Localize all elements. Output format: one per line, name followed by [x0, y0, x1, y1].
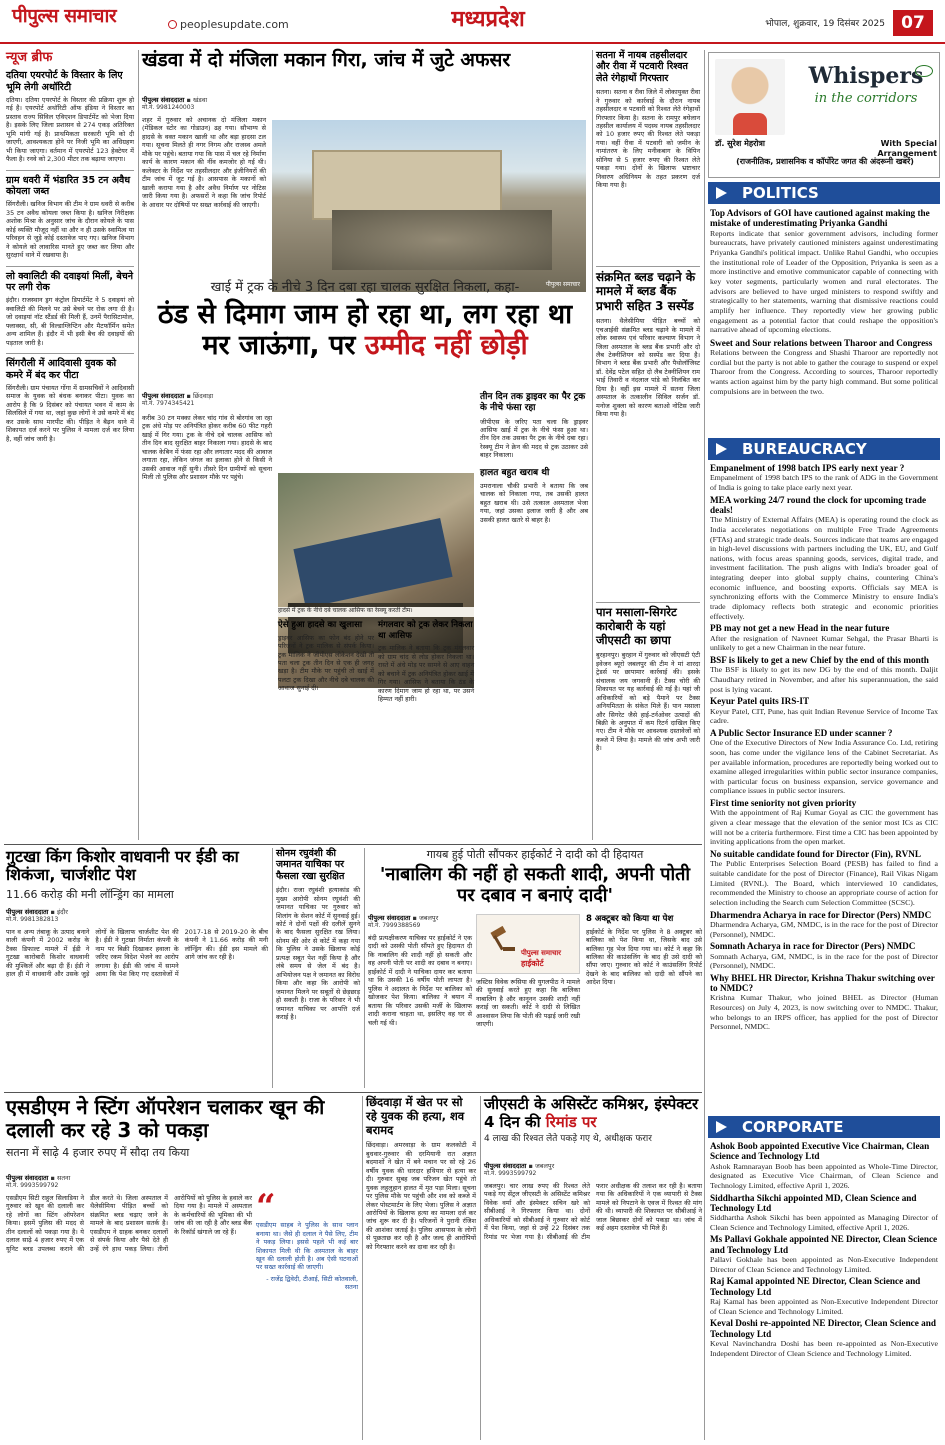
sonam-body: इंदौर। राजा रघुवंशी हत्याकांड की मुख्य आरोपी सोनम रघुवंशी की जमानत याचिका पर गुरुवार को शिलांग के सेशन कोर्ट में सुनवाई हुई। कोर्ट ने दोनों पक्षों की दलीलें सुनने के बाद फैसला सुरक्षित रख लिया। सोनम की ओर से कोर्ट में कहा गया कि पुलिस ने उसके खिलाफ कोई प्रत्यक्ष सबूत पेश नहीं किया है और लंबे समय से जेल में बंद है। अभियोजन पक्ष ने जमानत का विरोध किया और कहा कि आरोपी को जमानत मिलने पर सबूतों से छेड़छाड़ हो सकती है। राजा के परिवार ने भी जमानत याचिका पर आपत्ति दर्ज कराई है।	[276, 886, 360, 1021]
kishore-body: पान व अन्य तंबाकू के उत्पाद बनाने वाली कंपनी में 2002 करोड़ के टैक्स डिफाल्ट मामले में ईडी ने गुटखा कारोबारी किशोर वाधवानी की मुश्किलें और बढ़ा दी हैं। ईडी ने हाल ही में वाधवानी और उसके जुड़े लोगों के खिलाफ चार्जशीट पेश की है। ईडी ने गुटखा निर्माता कंपनी के नाम पर बिक्री दिखाकर हवाला के जरिए रकम विदेश भेजने का आरोप लगाया है। ईडी की जांच में सामने आया कि पेश किए गए दस्तावेजों में 2017-18 से 2019-20 के बीच कंपनी ने 11.66 करोड़ की मनी लॉन्ड्रिंग की। ईडी इस मामले की आगे जांच कर रही है।	[6, 928, 268, 979]
truck-subhead-2: मंगलवार को ट्रक लेकर निकला था आसिफ	[378, 620, 473, 641]
corporate-items	[710, 1141, 938, 1441]
sonam-headline: सोनम रघुवंशी की जमानत याचिका पर फैसला रखा सुरक्षित	[276, 848, 345, 882]
news-brief-label: न्यूज ब्रीफ	[6, 50, 53, 65]
bureaucracy-title: Somnath Acharya in race for Director (Pers) NMDC	[710, 941, 916, 952]
brief-body: दतिया। दतिया एयरपोर्ट के विस्तार की प्रक्रिया शुरू हो गई है। एयरपोर्ट अथॉरिटी ऑफ इंडिया ने विस्तार का प्रस्ताव राज्य सिविल एविएशन डिपार्टमेंट को भेजा दिया है। इसके लिए जिला प्रशासन से 274 एकड़ अतिरिक्त भूमि मांगी गई है। प्राथमिकता सरकारी भूमि को दी जाएगी, आवश्यकता होने पर निजी भूमि का अधिग्रहण भी किया जाएगा। वर्तमान में एयरपोर्ट 123 हेक्टेयर में फैला है। रनवे को 2,300 मीटर तक बढ़ाया जाएगा।	[6, 96, 134, 164]
gst-commissioner-byline: पीपुल्स संवाददाता ▪ जबलपुर मो.नं. 9993599792	[484, 1162, 555, 1178]
sdm-headline: एसडीएम ने स्टिंग ऑपरेशन चलाकर खून की दलाली कर रहे 3 को पकड़ा	[6, 1095, 325, 1142]
whispers-logo	[795, 63, 937, 133]
politics-items	[710, 208, 938, 436]
whispers-header	[708, 52, 940, 178]
truck-side-body: जीपीएस के जरिए पता चला कि ड्राइवर आसिफ खाई में ट्रक के नीचे फंसा हुआ था। तीन दिन तक उसका पैर ट्रक के नीचे दबा रहा। रेस्क्यू टीम ने क्रेन की मदद से ट्रक उठाकर उसे बाहर निकाला।	[480, 417, 588, 460]
speech-bubble-icon	[915, 65, 933, 77]
khandwa-body: शहर में गुरुवार को अचानक दो मंजिला मकान (मेडिकल स्टोर का गोडाउन) ढह गया। सौभाग्य से हादसे के वक्त मकान खाली था और बड़ा हादसा टल गया। सूचना मिलते ही नगर निगम और राजस्व अमले मौके पर पहुंचे। बताया गया कि पास में चल रहे निर्माण कार्य के कारण मकान की नींव कमजोर हो गई थी। कलेक्टर के निर्देश पर तहसीलदार और इंजीनियरों की टीम जांच में जुट गई है। आसपास के मकानों को खाली कराया गया है और अवैध निर्माण पर नोटिस जारी किया गया है। अफसरों ने कहा कि जांच रिपोर्ट के आधार पर दोषियों पर सख्त कार्रवाई की जाएगी।	[142, 116, 266, 209]
brief-item	[6, 358, 134, 443]
highcourt-body-2: जस्टिस विवेक रूसिया की युगलपीठ ने मामले की सुनवाई करते हुए कहा कि बालिका नाबालिग है और कानूनन उसकी शादी नहीं कराई जा सकती। कोर्ट ने दादी से लिखित आश्वासन लिया कि पोती की पढ़ाई जारी रखी जाएगी।	[476, 978, 580, 1029]
gst-commissioner-headline: जीएसटी के असिस्टेंट कमिश्नर, इंस्पेक्टर 4 दिन की रिमांड पर	[484, 1095, 699, 1131]
sdm-subhead: सतना में साढ़े 4 हजार रुपए में सौदा तय किया	[6, 1146, 190, 1159]
bureaucracy-title: Why BHEL HR Director, Krishna Thakur switching over to NMDC?	[710, 972, 935, 994]
politics-title: Top Advisors of GOI have cautioned against making the mistake of underestimating Priyanka Gandhi	[710, 208, 930, 229]
dateline: भोपाल, शुक्रवार, 19 दिसंबर 2025	[765, 19, 885, 29]
stamp-brand: पीपुल्स समाचार	[521, 949, 562, 957]
gst-raid-body: बुरहानपुर। बुरहान में गुरुवार को जीएसटी एंटी इवेजन ब्यूरो जबलपुर की टीम ने मां शारदा ट्रेडर्स पर छापामार कार्रवाई की। इसके संचालक जय जगवानी हैं। टैक्स चोरी की शिकायत पर यह कार्रवाई की गई है। यहां जी अधिकारियों को बड़े पैमाने पर टैक्स अनियमितता के संकेत मिले हैं। पान मसाला और सिगरेट जैसे हाई-टर्नओवर उत्पादों की बिक्री के अनुपात में कम रिटर्न दाखिल किए गए। टीम ने मौके पर आवश्यक दस्तावेजों को कब्जे में लिया है। मामले की जांच अभी जारी है।	[596, 651, 700, 753]
sdm-byline: पीपुल्स संवाददाता ▪ सतना मो.नं. 9993599792	[6, 1174, 71, 1190]
corporate-body: Keval Navinchandra Doshi has been re-appointed as Non-Executive Independent Director of Clean Science and Technology Limited.	[710, 1338, 938, 1358]
corporate-body: Pallavi Gokhale has been appointed as Non-Executive Independent Director of Clean Science and Technology Limited.	[710, 1255, 938, 1274]
sdm-story	[6, 1096, 358, 1440]
corporate-body: Siddhartha Ashok Sikchi has been appointed as Managing Director of Clean Science and Technology Limited, effective April 1, 2026.	[710, 1213, 938, 1232]
brief-title: लो क्वालिटी की दवाइयां मिलीं, बेचने पर लगी रोक	[6, 270, 134, 293]
arrow-right-icon	[716, 187, 727, 199]
bureaucracy-body: Dharmendra Acharya, GM, NMDC, is in the race for the post of Director (Personnel), NMDC.	[710, 919, 938, 939]
corporate-section-head: CORPORATE	[708, 1116, 940, 1138]
arrow-right-icon	[716, 1121, 727, 1133]
corporate-title: Ms Pallavi Gokhale appointed NE Director, Clean Science and Technology Ltd	[710, 1234, 938, 1255]
chhindwara-body: छिंदवाड़ा। अमरवाड़ा के ग्राम कलकोटी में बुधवार-गुरुवार की दरमियानी रात अज्ञात बदमाशों ने खेत में बने मचान पर सो रहे 26 वर्षीय युवक की धारदार हथियार से हत्या कर दी। गुरुवार सुबह जब परिजन खेत पहुंचे तो युवक लहूलुहान हालत में मृत पड़ा मिला। सूचना पर पुलिस मौके पर पहुंची और शव को कब्जे में लेकर पोस्टमार्टम के लिए भेजा। पुलिस ने अज्ञात आरोपियों के खिलाफ हत्या का मामला दर्ज कर जांच शुरू कर दी है। परिजनों ने पुरानी रंजिश की आशंका जताई है। पुलिस आसपास के लोगों से पूछताछ कर रही है और जल्द ही आरोपियों को गिरफ्तार करने का दावा कर रही है।	[366, 1141, 476, 1251]
whispers-tagline: (राजनीतिक, प्रशासनिक व कॉर्पोरेट जगत की अंदरूनी खबरें)	[736, 157, 914, 166]
bureaucracy-body: Empanelment of 1998 batch IPS to the rank of ADG in the Government of India is going to take place early next year.	[710, 473, 938, 492]
highcourt-body-1: बंदी प्रत्यक्षीकरण याचिका पर हाईकोर्ट ने एक दादी को उसकी पोती सौंपते हुए हिदायत दी कि नाबालिग की शादी नहीं हो सकती और वह अपनी पोती पर शादी का दबाव न बनाए। हाईकोर्ट में दादी ने याचिका दायर कर बताया था कि उसकी 16 वर्षीय पोती लापता है। पुलिस ने अदालत के निर्देश पर बालिका को खोजकर पेश किया। बालिका ने बयान में बताया कि परिवार उसकी मर्जी के खिलाफ शादी कराना चाहता था, इसलिए वह घर से चली गई थी।	[368, 934, 472, 1027]
bureaucracy-title: Empanelment of 1998 batch IPS early next year ?	[710, 463, 905, 473]
truck-photo-caption: हादसे में ट्रक के नीचे दबे चालक आसिफ का रेस्क्यू करती टीम।	[278, 607, 474, 617]
sdm-body: एसडीएम सिटी राहुल सिलाडिया ने गुरुवार को खून की दलाली कर रहे लोगों का स्टिंग ऑपरेशन किया। इसमें पुलिस की मदद से तीन दलालों को पकड़ा गया है। ये दलाल साढ़े 4 हजार रुपए में एक यूनिट ब्लड उपलब्ध कराने की डील करते थे। जिला अस्पताल में थैलेसीमिया पीड़ित बच्चों को संक्रमित ब्लड चढ़ाए जाने के मामले के बाद प्रशासन सतर्क है। एसडीएम ने ग्राहक बनकर दलालों से संपर्क किया और पैसे देते ही उन्हें रंगे हाथ पकड़ लिया। तीनों आरोपियों को पुलिस के हवाले कर दिया गया है। मामले में अस्पताल के कर्मचारियों की भूमिका की भी जांच की जा रही है और ब्लड बैंक के रिकॉर्ड खंगाले जा रहे हैं।	[6, 1194, 252, 1253]
highcourt-body-3: हाईकोर्ट के निर्देश पर पुलिस ने 8 अक्टूबर को बालिका को पेश किया था, जिसके बाद उसे बालिका गृह भेज दिया गया था। कोर्ट ने कहा कि बालिका की काउंसलिंग के बाद ही उसे दादी को सौंपा जाए। गुरुवार को कोर्ट ने काउंसलिंग रिपोर्ट देखने के बाद बालिका को दादी को सौंपने का आदेश दिया।	[586, 927, 702, 987]
bureaucracy-title: A Public Sector Insurance ED under scanner ?	[710, 727, 893, 738]
news-brief-column	[6, 50, 134, 840]
corporate-title: Raj Kamal appointed NE Director, Clean Science and Technology Ltd	[710, 1276, 921, 1297]
photo-credit: पीपुल्स समाचार	[545, 281, 580, 289]
highcourt-stamp	[476, 914, 580, 974]
blood-story	[596, 270, 700, 600]
author-photo	[715, 59, 785, 135]
bureaucracy-body: Somnath Acharya, GM, NMDC, is in the race for the post of Director (Personnel), NMDC.	[710, 951, 938, 971]
bureaucracy-title: Dharmendra Acharya in race for Director (Pers) NMDC	[710, 909, 932, 920]
brief-title: दतिया एयरपोर्ट के विस्तार के लिए भूमि लेगी अथॉरिटी	[6, 70, 123, 93]
highcourt-headline: 'नाबालिग की नहीं हो सकती शादी, अपनी पोती पर दबाव न बनाएं दादी'	[379, 863, 691, 906]
stamp-label: हाईकोर्ट	[521, 959, 544, 968]
blood-headline: संक्रमित ब्लड चढ़ाने के मामले में ब्लड बैंक प्रभारी सहित 3 सस्पेंड	[596, 270, 696, 313]
corporate-body: Ashok Ramnarayan Boob has been appointed as Whole-Time Director, designated as Executive Vice Chairman, of Clean Science and Technology Limited, effective April 1, 2026.	[710, 1161, 938, 1190]
brief-item	[6, 271, 134, 348]
tehsildar-body: सतना। सतना व रीवा जिले में लोकायुक्त रीवा ने गुरुवार को कार्रवाई के दौरान नायब तहसीलदार व पटवारी को रिश्वत लेते रंगेहाथों गिरफ्तार किया है। सतना के रामपुर बघेलान तहसील कार्यालय में पदस्थ नायब तहसीलदार को 10 हजार रुपए की रिश्वत लेते पकड़ा गया। वहीं रीवा में पटवारी को जमीन के नामांतरण के लिए मनीकबाग के विपिन सोनिया से 5 हजार रुपए की रिश्वत लेते पकड़ा गया। दोनों के खिलाफ भ्रष्टाचार निवारण अधिनियम के तहत प्रकरण दर्ज किया गया है।	[596, 88, 700, 190]
brief-body: सिंगरौली। खनिज विभाग की टीम ने ग्राम धवरी से करीब 35 टन अवैध कोयला जब्त किया है। खनिज निरीक्षक अशोक मिश्रा के अनुसार जांच के दौरान कोयले के पास कोई व्यक्ति मौजूद नहीं था और न ही उसके स्वामित्व या परिवहन से जुड़े कोई दस्तावेज पाए गए। खनिज विभाग ने कोयले को लावारिस मानते हुए जब्त कर लिया और सुरक्षार्थ थाने में रखवाया है।	[6, 200, 134, 260]
khandwa-byline: पीपुल्स संवाददाता ▪ खंडवा मो.नं. 9981240003	[142, 96, 208, 112]
brand-logo	[12, 5, 162, 39]
gst-raid-headline: पान मसाला-सिगरेट कारोबारी के यहां जीएसटी का छापा	[596, 605, 677, 647]
bureaucracy-title: First time seniority not given priority	[710, 798, 857, 809]
section-title: मध्यप्रदेश	[451, 7, 525, 32]
tehsildar-headline: सतना में नायब तहसीलदार और रीवा में पटवारी रिश्वत लेते रंगेहाथों गिरफ्तार	[596, 50, 688, 84]
gst-commissioner-subhead: 4 लाख की रिश्वत लेते पकड़े गए थे, अधीक्षक फरार	[484, 1134, 652, 1145]
truck-sidebar	[480, 392, 588, 836]
highcourt-kicker: गायब हुई पोती सौंपकर हाईकोर्ट ने दादी को दी हिदायत	[426, 848, 644, 861]
politics-title: Sweet and Sour relations between Tharoor and Congress	[710, 337, 933, 348]
highcourt-story	[368, 848, 702, 1088]
truck-side-title-2: हालत बहुत खराब थी	[480, 467, 550, 478]
politics-body: Relations between the Congress and Shashi Tharoor are reportedly not cordial but the party is not able to gather the courage to suspend or expel Tharoor from the Congress. According to sources, Tharoor reportedly wants action against him by the party high command. But some political compulsions are in between the two.	[710, 348, 938, 396]
sdm-quote-box	[256, 1187, 358, 1436]
quote-mark-icon: “	[256, 1187, 276, 1227]
whispers-author: डॉ. सुरेश मेहरोत्रा	[715, 139, 765, 148]
bureaucracy-title: MEA working 24/7 round the clock for upcoming trade deals!	[710, 494, 927, 515]
truck-column-3	[378, 620, 474, 836]
highcourt-subhead: 8 अक्टूबर को किया था पेश	[586, 914, 674, 924]
whispers-title: Whispers	[808, 63, 924, 89]
bureaucracy-body: After the resignation of Navneet Kumar Sehgal, the Prasar Bharti is unlikely to get a new Chairman in the near future.	[710, 633, 938, 653]
gavel-icon	[487, 923, 517, 953]
tehsildar-story	[596, 50, 700, 264]
truck-headline: ठंड से दिमाग जाम हो रहा था, लग रहा था मर जाऊंगा, पर उम्मीद नहीं छोड़ी	[157, 299, 573, 362]
bureaucracy-section-head: BUREAUCRACY	[708, 438, 940, 460]
sonam-story	[276, 848, 360, 1088]
corporate-title: Siddhartha Sikchi appointed MD, Clean Science and Technology Ltd	[710, 1192, 917, 1213]
truck-subhead-1: ऐसे हुआ हादसे का खुलासा	[278, 620, 363, 630]
corporate-title: Ashok Boob appointed Executive Vice Chairman, Clean Science and Technology Ltd	[710, 1141, 930, 1162]
arrow-right-icon	[716, 443, 727, 455]
truck-story	[142, 280, 588, 840]
gst-commissioner-body: जबलपुर। चार लाख रुपए की रिश्वत लेते पकड़े गए सेंट्रल जीएसटी के असिस्टेंट कमिश्नर विवेक वर्मा और इंस्पेक्टर सचिन खरे को सीबीआई ने गिरफ्तार किया था। दोनों अधिकारियों को सीबीआई ने गुरुवार को कोर्ट में पेश किया, जहां से उन्हें 22 दिसंबर तक रिमांड पर भेजा गया है। सीबीआई की टीम फरार अधीक्षक की तलाश कर रही है। बताया गया कि अधिकारियों ने एक व्यापारी से टैक्स मामले को निपटाने के एवज में रिश्वत की मांग की थी। व्यापारी की शिकायत पर सीबीआई ने जाल बिछाकर दोनों को पकड़ा था। जांच में कई अहम दस्तावेज भी मिले हैं।	[484, 1182, 702, 1241]
truck-body-2: ड्राइवर आसिफ का फोन बंद होने पर परिजनों ने ट्रक मालिक से संपर्क किया। ट्रक मालिक ने जीपीएस लोकेशन देखी तो पता चला ट्रक तीन दिन से एक ही जगह खड़ा है। टीम मौके पर पहुंची तो खाई में पलटा ट्रक दिखा और नीचे दबे चालक की आवाज सुनाई दी।	[278, 633, 374, 693]
highcourt-column-3	[586, 914, 702, 1084]
kishore-subhead: 11.66 करोड़ की मनी लॉन्ड्रिंग का मामला	[6, 887, 174, 901]
website-url[interactable]: peoplesupdate.com	[168, 18, 318, 32]
khandwa-photo	[272, 120, 586, 292]
brief-body: इंदौर। राजस्थान ड्रग कंट्रोल डिपार्टमेंट ने 5 दवाइयां लो क्वालिटी की मिलने पर उसे बेचने पर रोक लगा दी है। जो दवाइयां नॉट स्टैंडर्ड की मिली हैं, उनमें पैरासिटामोल, फ्लाक्सा, सी, बी विल्डाग्लिप्टिन और मैटफॉर्मिन समेत अन्य शामिल हैं। इंदौर में भी इसी बैच की दवाइयों की पड़ताल जारी है।	[6, 296, 134, 347]
brief-item	[6, 70, 134, 163]
politics-section-head: POLITICS	[708, 182, 940, 204]
blood-body: सतना। थैलेसीमिया पीड़ित बच्चों को एचआईवी संक्रमित ब्लड चढ़ाने के मामले में लोक स्वास्थ्य एवं परिवार कल्याण विभाग ने जिला अस्पताल के ब्लड बैंक प्रभारी और दो लैब टेक्नीशियन को सस्पेंड कर दिया है। विभाग ने ब्लड बैंक प्रभारी और पैथोलॉजिस्ट डॉ. देवेंद्र पटेल सहित दो लैब टेक्नीशियन राम भाई तिवारी व नंदलाल पांडे को निलंबित कर दिया है। वहीं इस मामले में सतना जिला अस्पताल के तत्कालीन सिविल सर्जन डॉ. मनोज शुक्ला को कारण बताओ नोटिस जारी किया गया है।	[596, 317, 700, 419]
chhindwara-story	[366, 1096, 476, 1440]
brief-title: ग्राम धवरी में भंडारित 35 टन अवैध कोयला जब्त	[6, 174, 131, 198]
politics-body: Reports indicate that senior government advisors, including former bureaucrats, have privately cautioned ministers against underestimating Priyanka Gandhi's political impact. Unlike Rahul Gandhi, who occupies the institutional role of Leader of the Opposition, Priyanka is seen as a more instinctive and emotive communicator capable of connecting with key voter segments, particularly women and rural electorates. The advisors are believed to have urged ministers to respond swiftly and strategically to her statements, warning that dismissive reactions could amplify her influence. They reportedly view her growing public engagement as a potential factor that could reshape the opposition's narrative ahead of upcoming elections.	[710, 228, 938, 335]
bureaucracy-body: With the appointment of Raj Kumar Goyal as CIC the government has given a clear message that the elevation of the senior most ICs as CIC will not be a criteria furthermore. First time a CIC has been appointed by inviting applications from the open market.	[710, 808, 938, 847]
bureaucracy-body: One of the Executive Directors of New India Assurance Co. Ltd, retiring soon, has come under the vigilance lens of the Cabinet Secretariat. As per available information, procedures are reportedly being worked out to examine alleged irregularities within public sector insurance companies, with particular focus on business expansion, service governance and compliance issues in public sector insurers.	[710, 738, 938, 796]
whispers-arrangement: With Special Arrangement	[877, 139, 937, 158]
bureaucracy-items	[710, 463, 938, 1113]
kishore-byline: पीपुल्स संवाददाता ▪ इंदौर मो.नं. 9981382813	[6, 908, 68, 924]
bureaucracy-title: Keyur Patel quits IRS-IT	[710, 696, 810, 707]
sdm-quote-author: - राजेंद्र द्विवेदी, टीआई, सिटी कोतवाली, सतना	[266, 1274, 358, 1291]
truck-side-title: तीन दिन तक ड्राइवर का पैर ट्रक के नीचे फंसा रहा	[480, 392, 586, 414]
gst-raid-story	[596, 606, 700, 840]
bureaucracy-body: The Public Enterprises Selection Board (PESB) has failed to find a suitable candidate for the post of Director (Finance), Rail Vikas Nigam Limited (RVNL). The Board, which interviewed 10 candidates, recommended the Ministry to choose an appropriate course of action for selection including the Search cum Selection Committee (SCSC).	[710, 859, 938, 907]
bureaucracy-title: BSF is likely to get a new Chief by the end of this month	[710, 655, 929, 666]
globe-icon	[168, 20, 177, 29]
brief-body: सिंगरौली। ग्राम पंचायत गोंगा में ग्रामसचिवों ने आदिवासी समाज के युवक को बंधक बनाकर पीटा। युवक का आरोप है कि 9 दिसंबर को पंचायत भवन में काम के सिलसिले में गया था, जहां कुछ लोगों ने उसे कमरे में बंद कर उसके साथ मारपीट की। पीड़ित ने बैढ़न थाने में शिकायत दर्ज करने पर पुलिस ने मामला दर्ज कर लिया है, वहीं जांच जारी है।	[6, 383, 134, 443]
bureaucracy-body: Keyur Patel, CIT, Pune, has quit Indian Revenue Service of Income Tax cadre.	[710, 706, 938, 726]
truck-column-2	[278, 620, 374, 836]
brand-name: पीपुल्स समाचार	[12, 5, 117, 27]
brief-title: सिंगरौली में आदिवासी युवक को कमरे में बंद कर पीटा	[6, 358, 117, 381]
truck-side-body-2: उमरानाला चौकी प्रभारी ने बताया कि जब चालक को निकाला गया, तब उसकी हालत बहुत खराब थी। उसे तत्काल अस्पताल भेजा गया, जहां उसका इलाज जारी है और अब उसकी हालत खतरे से बाहर है।	[480, 482, 588, 524]
corporate-title: Keval Doshi re-appointed NE Director, Clean Science and Technology Ltd	[710, 1318, 936, 1339]
truck-kicker: खाई में ट्रक के नीचे 3 दिन दबा रहा चालक सुरक्षित निकला, कहा-	[210, 280, 520, 295]
chhindwara-headline: छिंदवाड़ा में खेत पर सो रहे युवक की हत्या, शव बरामद	[366, 1095, 465, 1137]
bureaucracy-body: Krishna Kumar Thakur, who joined BHEL as Director (Human Resources) on July 4, 2023, is now switching over to NMDC. Thakur, who belongs to an IRPS officer, has applied for the post of Director Personnel, NMDC.	[710, 993, 938, 1032]
kishore-headline: गुटखा किंग किशोर वाधवानी पर ईडी का शिकंजा, चार्जशीट पेश	[6, 847, 239, 885]
highcourt-byline: पीपुल्स संवाददाता ▪ जबलपुर मो.नं. 7999388569	[368, 914, 439, 930]
bureaucracy-body: The BSF is likely to get its new DG by the end of this month. Daljit Chaudhary retired in November, and after his superannuation, the said post is lying vacant.	[710, 665, 938, 694]
bureaucracy-body: The Ministry of External Affairs (MEA) is operating round the clock as India accelerates negotiations on multiple Free Trade Agreements (FTAs) and strategic trade deals. Sources indicate that teams are engaged in high-level discussions with partners including the UK, EU, and Gulf nations, with focus areas spanning goods, services, digital trade, and investment facilitation. The push aligns with India's broader goal of integrating deeper into global supply chains, countering China's economic influence, and boosting exports. Officials say MEA is synchronizing efforts with the Commerce Ministry to ensure India's trade diplomacy reflects both strategic and economic priorities effectively.	[710, 515, 938, 621]
sdm-quote: एसडीएम साहब ने पुलिस के साथ प्लान बनाया था। जैसे ही दलाल ने पैसे लिए, टीम ने पकड़ लिया। इससे पहले भी कई बार शिकायत मिली थी कि अस्पताल के बाहर खून की दलाली होती है। अब ऐसी घटनाओं पर सख्त कार्रवाई की जाएगी।	[256, 1221, 358, 1272]
masthead	[0, 0, 945, 44]
whispers-subtitle: in the corridors	[814, 90, 918, 106]
bureaucracy-title: No suitable candidate found for Director (Fin), RVNL	[710, 849, 921, 860]
page-number: 07	[893, 10, 933, 36]
truck-body-3: ट्रक मालिक ने बताया कि ट्रक मंगलवार को ग्राम चांद से लोड होकर निकला था। रास्ते में अंधे मोड़ पर सामने से आए वाहन को बचाने में ट्रक अनियंत्रित होकर खाई में गिर गया। आसिफ ने बताया कि ठंड के कारण दिमाग जाम हो रहा था, पर उसने हिम्मत नहीं हारी।	[378, 644, 474, 703]
kishore-story	[6, 848, 268, 1088]
truck-byline: पीपुल्स संवाददाता ▪ छिंदवाड़ा मो.नं. 7974345421	[142, 392, 214, 408]
khandwa-headline: खंडवा में दो मंजिला मकान गिरा, जांच में जुटे अफसर	[142, 49, 511, 71]
gst-commissioner-story	[484, 1096, 702, 1440]
corporate-body: Raj Kamal has been appointed as Non-Executive Independent Director of Clean Science and Technology Limited.	[710, 1296, 938, 1316]
bureaucracy-title: PB may not get a new Head in the near future	[710, 623, 890, 634]
truck-body-1: करीब 30 टन मक्का लेकर चांद गांव से बोरगांव जा रहा ट्रक अंधे मोड़ पर अनियंत्रित होकर करीब 60 फीट गहरी खाई में गिर गया। ट्रक के नीचे दबे चालक आसिफ को तीन दिन बाद सुरक्षित बाहर निकाला गया। हादसे के बाद चालक केबिन में फंसा रहा और लगातार मदद की आवाज लगाता रहा, लेकिन जंगल का इलाका होने से किसी ने उसकी आवाज नहीं सुनी। तीसरे दिन ग्रामीणों को सूचना मिली तो पुलिस और प्रशासन मौके पर पहुंचे।	[142, 414, 272, 482]
brief-item	[6, 175, 134, 260]
